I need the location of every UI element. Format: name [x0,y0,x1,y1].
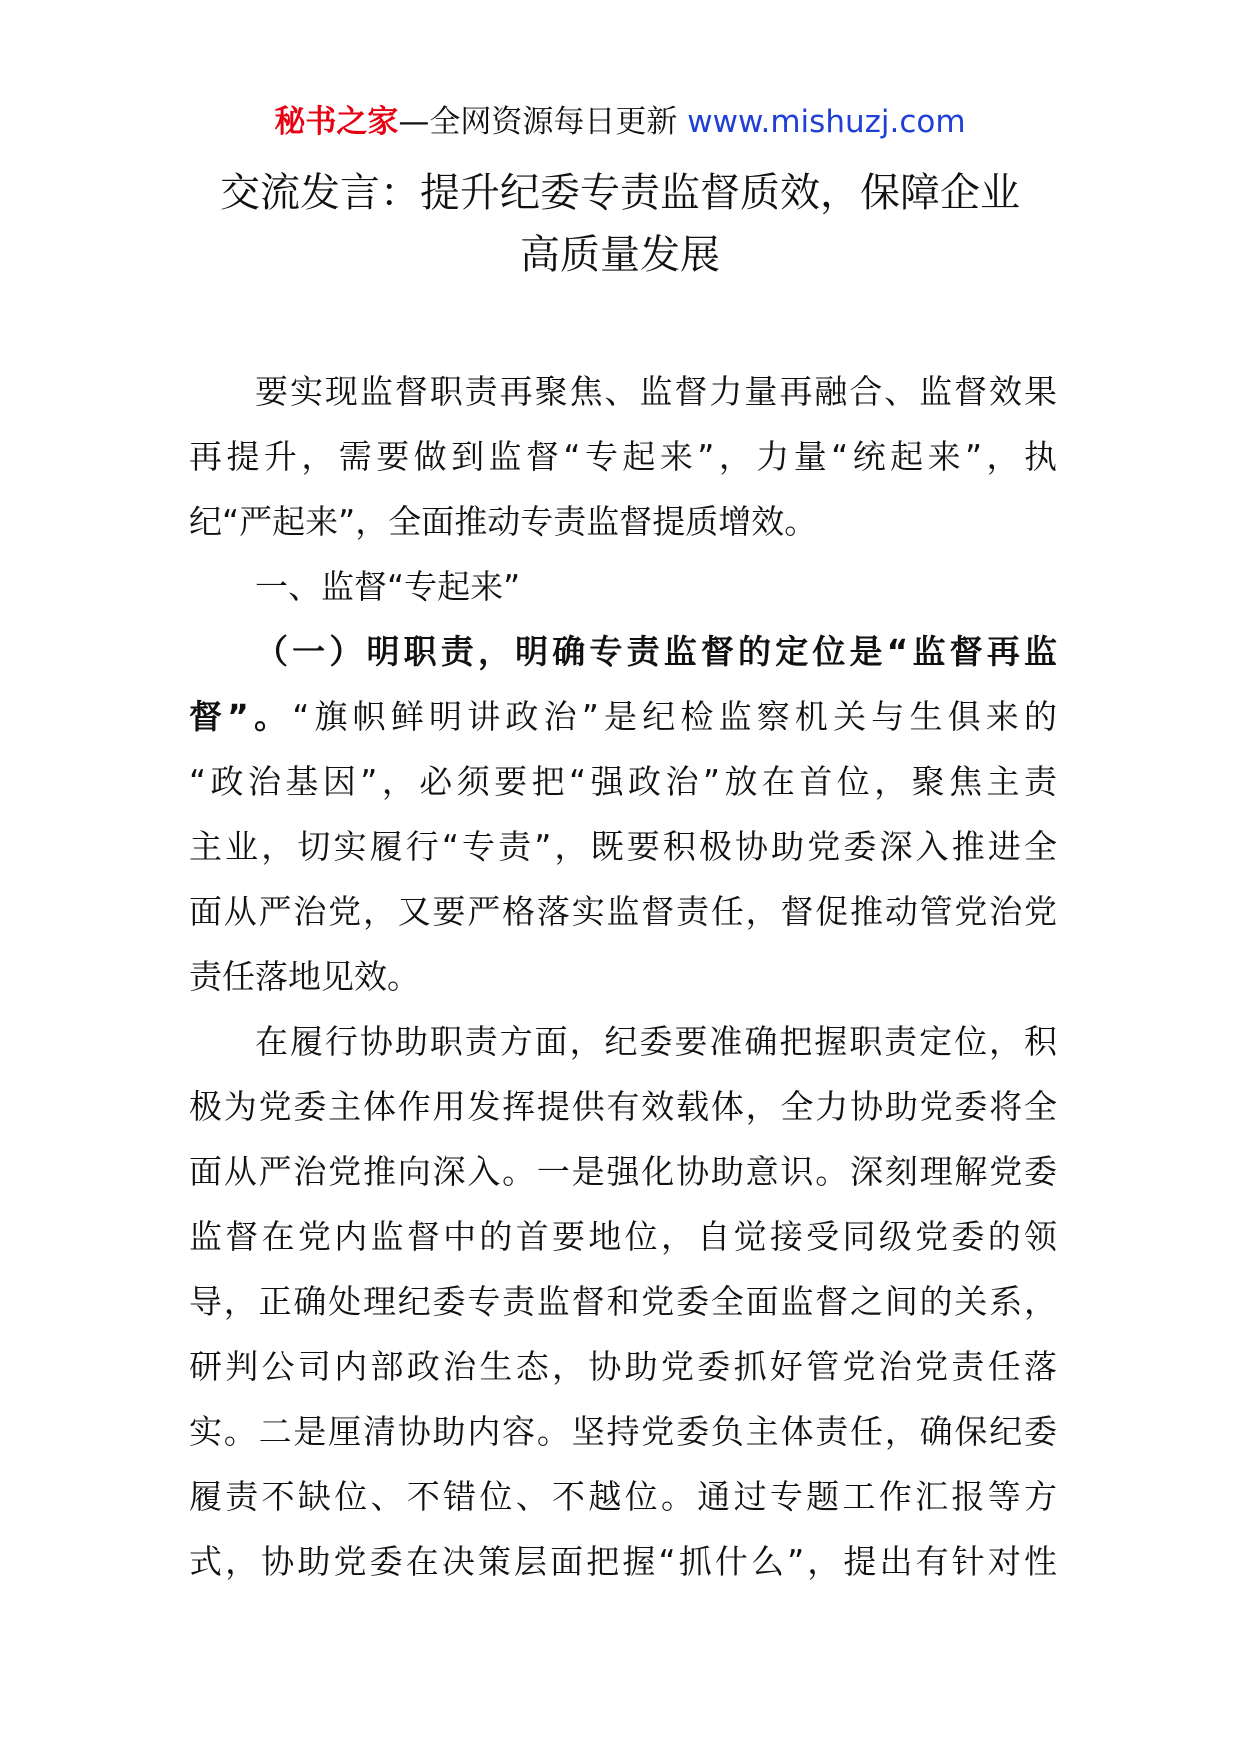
subsection-heading: （一）明职责，明确专责监督的定位是“监督再监 [255,632,1057,671]
paragraph-line: 在履行协助职责方面，纪委要准确把握职责定位，积 [255,1022,1057,1061]
intro-line: 再提升，需要做到监督“专起来”，力量“统起来”，执 [189,437,1057,476]
paragraph-line: 面从严治党推向深入。一是强化协助意识。深刻理解党委 [189,1152,1057,1191]
paragraph-text: “旗帜鲜明讲政治”是纪检监察机关与生俱来的 [292,697,1057,736]
header-tagline: —全网资源每日更新 [398,104,688,140]
paragraph-line: 履责不缺位、不错位、不越位。通过专题工作汇报等方 [189,1477,1057,1516]
document-title [170,162,1070,286]
paragraph-line: 责任落地见效。 [189,957,420,996]
paragraph-line: 监督在党内监督中的首要地位，自觉接受同级党委的领 [189,1217,1057,1256]
intro-line: 纪“严起来”，全面推动专责监督提质增效。 [189,502,818,541]
paragraph-line: 研判公司内部政治生态，协助党委抓好管党治党责任落 [189,1347,1057,1386]
section-heading: 一、监督“专起来” [255,567,521,606]
brand-name: 秘书之家 [274,104,399,140]
paragraph-line: “政治基因”，必须要把“强政治”放在首位，聚焦主责 [189,762,1057,801]
paragraph-line [189,684,1057,749]
site-header [0,100,1240,144]
subsection-heading-end: 督”。 [189,697,293,736]
title-line-1: 交流发言：提升纪委专责监督质效，保障企业 [220,170,1020,216]
paragraph-line: 主业，切实履行“专责”，既要积极协助党委深入推进全 [189,827,1057,866]
title-line-2: 高质量发展 [520,232,720,278]
document-body [189,359,1057,1594]
paragraph-line: 实。二是厘清协助内容。坚持党委负主体责任，确保纪委 [189,1412,1057,1451]
paragraph-line: 面从严治党，又要严格落实监督责任，督促推动管党治党 [189,892,1057,931]
paragraph-line: 导，正确处理纪委专责监督和党委全面监督之间的关系， [189,1282,1057,1321]
paragraph-line: 式，协助党委在决策层面把握“抓什么”，提出有针对性 [189,1542,1057,1581]
paragraph-line: 极为党委主体作用发挥提供有效载体，全力协助党委将全 [189,1087,1057,1126]
intro-line: 要实现监督职责再聚焦、监督力量再融合、监督效果 [255,372,1057,411]
site-url-link[interactable]: www.mishuzj.com [687,104,966,140]
